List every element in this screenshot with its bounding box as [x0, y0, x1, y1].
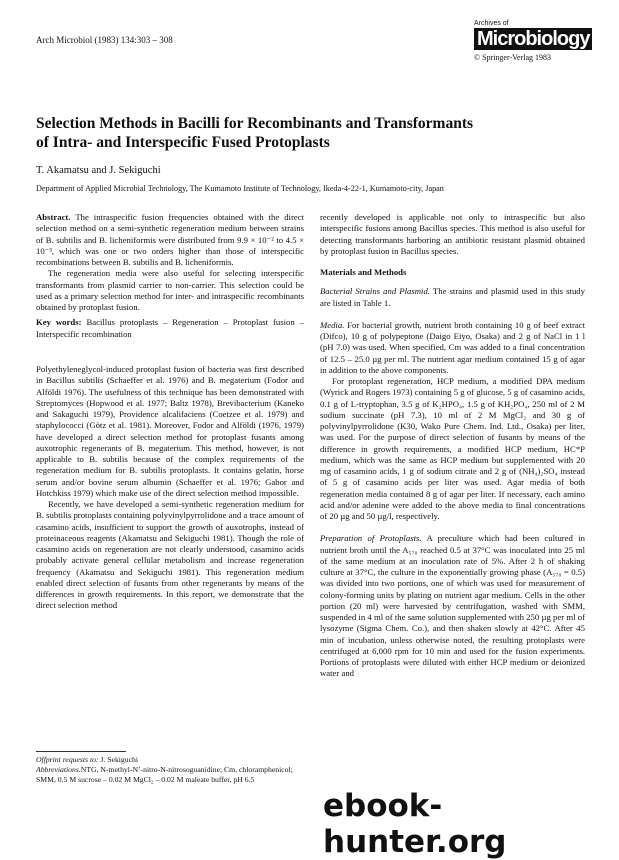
keywords-label: Key words:: [36, 317, 82, 328]
prep-text: A preculture which had been cultured in nutrient broth until the A₅₇₀ reached 0.5 at 37°C was inoculated into 25 ml of the same medium at an inoculation rate of 5%. After 2 h of shaking culture at 37°C, the culture in the exponentially growing phase (A₅₇₀ = 0.5) was divided into two portions, one of which was used for measurement of colony-forming units by plating on nutrient agar medium. Cells in the other portion (20 ml) were harvested by centrifugation, washed with SMM, suspended in 4 ml of the same solution supplemented with 250 µg per ml of lysozyme (Sigma Chem. Co.), and then shaken slowly at 42°C. After 45 min of incubation, unless otherwise noted, the resulting protoplasts were centrifuged at 6,000 rpm for 10 min and used for the fusion experiments. Portions of protoplasts were diluted with either HCP medium or deionized water and: [320, 533, 585, 679]
abbrev-text: NTG, N-methyl-N’-nitro-N-nitrosoguanidine; Cm, chloramphenicol; SMM, 0.5 M sucrose – 0.02 M MgCl₂ – 0.02 M maleate buffer, pH 6.5: [36, 765, 293, 784]
prep-label: Preparation of Protoplasts.: [320, 533, 422, 544]
title-line-1: Selection Methods in Bacilli for Recombinants and Transformants: [36, 115, 474, 132]
journal-reference: Arch Microbiol (1983) 134:303 – 308: [36, 35, 173, 45]
intro-p2: Recently, we have developed a semi-synthetic regeneration medium for B. subtilis protoplasts containing polyvinylpyrrolidone and a trace amount of casamino acids, insufficient to support the growth of auxotrophs, instead of proteinaceous reagents (Akamatsu and Sekiguchi 1981). Though the role of casamino acids on regeneration are not clearly understood, casamino acids probably activate general cellular metabolism and increase regeneration frequency (Akamatsu and Sekiguchi 1981). This regeneration medium enabled direct selection of fusants from other regenerants by means of the differences in growth requirements. In this report, we demonstrate that the direct selection method: [36, 499, 304, 611]
watermark: ebook-hunter.org: [323, 788, 507, 860]
hcp-text: For protoplast regeneration, HCP medium, a modified DPA medium (Wyrick and Rogers 1973) containing 5 g of glucose, 5 g of casamino acids, 0.1 g of L-tryptophan, 3.5 g of K₂HPO₄, 1.5 g of KH₂PO₄, 250 ml of 2 M sodium succinate (pH 7.3), 10 ml of 2 M MgCl₂ and 30 g of polyvinylpyrrolidone (K30, Wako Pure Chem. Ind. Ltd., Osaka) per liter, was used. For the purpose of direct selection of fusants by means of the difference in growth requirements, a modified HCP medium, HC*P medium, which was the same as HCP medium but supplemented with 20 mg of casamino acids, 1 g of sodium citrate and 2 g of (NH₄)₂SO₄ instead of 5 g of casamino acids per liter was used. Agar media of both regeneration media contained 8 g of agar per liter. If necessary, each amino acid and/or adenine were added to the above media to final concentrations of 20 µg and 50 µg/l, respectively.: [320, 376, 585, 521]
logo-archives-of: Archives of: [474, 20, 509, 27]
abstract-block: [36, 212, 304, 340]
offprint-label: Offprint requests to:: [36, 755, 99, 764]
section-title-materials-methods: Materials and Methods: [320, 267, 407, 277]
footnote-divider: [36, 751, 126, 752]
media-text: For bacterial growth, nutrient broth containing 10 g of beef extract (Difco), 10 g of polypeptone (Daigo Eiyo, Osaka) and 2 g of NaCl in 1 l (pH 7.0) was used. When specified, Cm was added to a final concentration of 12.5 – 25.0 µg per ml. The nutrient agar medium contained 15 g of agar in addition to the above components.: [320, 319, 586, 375]
right-column: [320, 212, 585, 680]
journal-logo: [474, 20, 590, 62]
abbrev-label: Abbreviations.: [36, 765, 81, 774]
strains-label: Bacterial Strains and Plasmid.: [320, 286, 430, 297]
offprint-name: J. Sekiguchi: [100, 755, 139, 764]
abstract-p1: The intraspecific fusion frequencies obtained with the direct selection method on a semi-synthetic regeneration medium between strains of B. subtilis and B. licheniformis were distributed from 9.9 × 10⁻² to 4.5 × 10⁻³, which was one or two orders higher than those of interspecific recombinations between B. subtilis and B. licheniformis.: [36, 212, 304, 267]
media-label: Media.: [320, 319, 345, 330]
logo-microbiology: Microbiology: [474, 28, 592, 50]
keywords: Bacillus protoplasts – Regeneration – Protoplast fusion – Interspecific recombination: [36, 317, 304, 339]
authors: T. Akamatsu and J. Sekiguchi: [36, 165, 161, 176]
introduction-block: [36, 364, 304, 612]
intro-p1: Polyethyleneglycol-induced protoplast fusion of bacteria was first described in Bacillus subtilis (Schaeffer et al. 1976) and B. megaterium (Fodor and Alföldi 1976). The usefulness of this technique has been demonstrated with Streptomyces (Hopwood et al. 1977; Baltz 1978), Brevibacterium (Kaneko and Sakaguchi 1979), Providence alcalifaciens (Coetzee et al. 1979) and staphylococci (Götz et al. 1981). Moreover, Fodor and Alföldi (1976, 1979) have developed a direct selection method for protoplast fusants among auxotrophic regenerants of B. megaterium. This method, however, is not applicable to B. subtilis because of the complex requirements of the regeneration medium for B. subtilis protoplasts. It contains gelatin, horse serum and/or bovine serum albumin (Schaeffer et al. 1976; Gabor and Hotchkiss 1979) which make use of the direct selection method impossible.: [36, 364, 304, 498]
copyright-notice: © Springer-Verlag 1983: [474, 53, 552, 62]
abstract-label: Abstract.: [36, 212, 71, 222]
paper-title: [36, 114, 576, 152]
strains-text: The strains and plasmid used in this study are listed in Table 1.: [320, 286, 585, 308]
right-p0: recently developed is applicable not only to intraspecific but also interspecific fusions among Bacillus species. This method is also useful for detecting transformants harboring an antibiotic resistant plasmid obtained by protoplast fusion in Bacillus species.: [320, 212, 585, 256]
footnote: [36, 755, 304, 785]
affiliation: Department of Applied Microbial Technology, The Kumamoto Institute of Technology, Ikeda-4-22-1, Kumamoto-city, Japan: [36, 184, 444, 193]
title-line-2: of Intra- and Interspecific Fused Protoplasts: [36, 134, 330, 151]
abstract-p2: The regeneration media were also useful for selecting interspecific transformants from plasmid carrier to non-carrier. This selection could be used as a primary selection method for inter- and intraspecific recombinants obtained by protoplast fusion.: [36, 268, 304, 312]
